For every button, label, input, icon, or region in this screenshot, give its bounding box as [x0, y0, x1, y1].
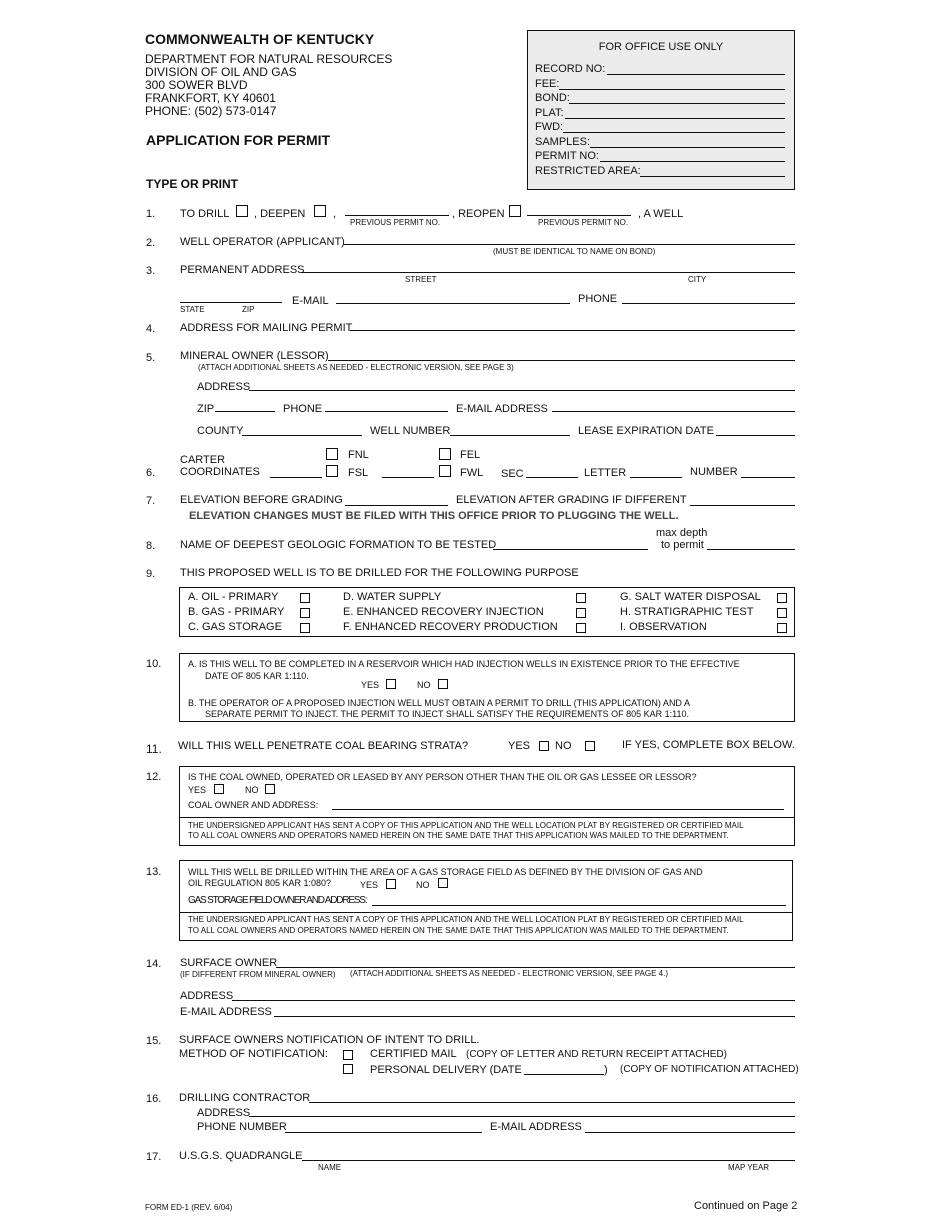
- coal-owned-yes-checkbox[interactable]: [214, 784, 224, 794]
- phone-label: PHONE: [578, 293, 618, 305]
- permit-no-label: PERMIT NO:: [535, 150, 599, 162]
- certified-note: (COPY OF LETTER AND RETURN RECEIPT ATTACHED): [466, 1049, 727, 1060]
- county-field[interactable]: [242, 435, 362, 436]
- division: DIVISION OF OIL AND GAS: [145, 65, 297, 79]
- elevation-after-label: ELEVATION AFTER GRADING IF DIFFERENT: [456, 494, 687, 506]
- fwl-label: FWL: [460, 467, 484, 479]
- email-field[interactable]: [336, 303, 570, 304]
- injection-question-a-cont: DATE OF 805 KAR 1:110.: [205, 671, 309, 681]
- fee-field[interactable]: [559, 89, 785, 90]
- item-number: 2.: [146, 237, 156, 249]
- fnl-label: FNL: [348, 449, 369, 461]
- elevation-after-field[interactable]: [690, 505, 795, 506]
- purpose-f-label: F. ENHANCED RECOVERY PRODUCTION: [343, 621, 558, 633]
- fsl-checkbox[interactable]: [326, 465, 338, 477]
- form-title: APPLICATION FOR PERMIT: [146, 132, 331, 148]
- elevation-note: ELEVATION CHANGES MUST BE FILED WITH THIS OFFICE PRIOR TO PLUGGING THE WELL.: [189, 510, 679, 522]
- purpose-h-label: H. STRATIGRAPHIC TEST: [620, 606, 754, 618]
- coal-owner-label: COAL OWNER AND ADDRESS:: [188, 800, 319, 810]
- restricted-field[interactable]: [640, 176, 785, 177]
- carter-label: CARTER: [180, 454, 226, 466]
- letter-label: LETTER: [584, 467, 627, 479]
- usgs-field[interactable]: [302, 1160, 795, 1161]
- coal-owned-question: IS THE COAL OWNED, OPERATED OR LEASED BY ANY PERSON OTHER THAN THE OIL OR GAS LESSEE OR LESSOR?: [188, 772, 697, 782]
- office-use-title: FOR OFFICE USE ONLY: [598, 41, 724, 53]
- coal-owned-no-checkbox[interactable]: [265, 784, 275, 794]
- lease-expiration-field[interactable]: [716, 435, 795, 436]
- fel-checkbox[interactable]: [439, 448, 451, 460]
- gas-storage-question-cont: OIL REGULATION 805 KAR 1:080?: [188, 878, 332, 888]
- reopen-checkbox[interactable]: [509, 205, 521, 217]
- permanent-address-field[interactable]: [301, 272, 795, 273]
- certified-mail-label: CERTIFIED MAIL: [370, 1048, 457, 1060]
- gas-storage-question: WILL THIS WELL BE DRILLED WITHIN THE AREA OF A GAS STORAGE FIELD AS DEFINED BY THE DIVISION OF GAS AND: [188, 867, 703, 877]
- record-label: RECORD NO:: [535, 63, 606, 75]
- well-number-field[interactable]: [450, 435, 570, 436]
- surface-owner-field[interactable]: [276, 967, 795, 968]
- item-number: 13.: [146, 866, 162, 878]
- purpose-h-checkbox[interactable]: [777, 608, 787, 618]
- max-depth-label: max depth: [656, 527, 708, 539]
- type-or-print: TYPE OR PRINT: [146, 177, 239, 191]
- samples-field[interactable]: [590, 147, 785, 148]
- item-number: 11.: [146, 742, 162, 756]
- purpose-label: THIS PROPOSED WELL IS TO BE DRILLED FOR THE FOLLOWING PURPOSE: [180, 567, 579, 579]
- street-address: 300 SOWER BLVD: [145, 78, 248, 92]
- item-number: 15.: [146, 1035, 162, 1047]
- purpose-d-label: D. WATER SUPPLY: [343, 591, 442, 603]
- fsl-label: FSL: [348, 467, 369, 479]
- gas-storage-yes-checkbox[interactable]: [386, 879, 396, 889]
- form-id: FORM ED-1 (REV. 6/04): [145, 1203, 233, 1212]
- coal-owned-yes-label: YES: [188, 785, 207, 795]
- coal-owner-field[interactable]: [332, 809, 784, 810]
- coal-certification-text: THE UNDERSIGNED APPLICANT HAS SENT A COPY OF THIS APPLICATION AND THE WELL LOCATION PLAT BY REGISTERED OR CERTIFIED MAIL: [188, 821, 744, 830]
- sec-field[interactable]: [526, 477, 578, 478]
- mineral-email-label: E-MAIL ADDRESS: [456, 403, 548, 415]
- sec-label: SEC: [501, 468, 524, 480]
- injection-question-a: A. IS THIS WELL TO BE COMPLETED IN A RESERVOIR WHICH HAD INJECTION WELLS IN EXISTENCE PRIOR TO THE EFFECTIVE: [188, 659, 740, 669]
- purpose-a-label: A. OIL - PRIMARY: [188, 591, 279, 603]
- purpose-g-checkbox[interactable]: [777, 593, 787, 603]
- office-use-box: [527, 30, 795, 190]
- mailing-address-field[interactable]: [350, 330, 795, 331]
- injection-yes-checkbox[interactable]: [386, 679, 396, 689]
- purpose-b-checkbox[interactable]: [300, 608, 310, 618]
- item-number: 17.: [146, 1151, 162, 1163]
- to-permit-label: to permit: [661, 539, 704, 551]
- coordinates-label: COORDINATES: [180, 466, 260, 478]
- mineral-owner-field[interactable]: [328, 360, 795, 361]
- injection-no-checkbox[interactable]: [438, 679, 448, 689]
- fwd-label: FWD:: [535, 121, 564, 133]
- mineral-owner-label: MINERAL OWNER (LESSOR): [180, 350, 329, 362]
- item-number: 9.: [146, 568, 156, 580]
- mineral-phone-field[interactable]: [325, 411, 448, 412]
- identical-note: (MUST BE IDENTICAL TO NAME ON BOND): [493, 247, 656, 256]
- coal-no-label: NO: [555, 740, 572, 752]
- mineral-zip-field[interactable]: [215, 411, 275, 412]
- purpose-c-label: C. GAS STORAGE: [188, 621, 282, 633]
- personal-delivery-checkbox[interactable]: [343, 1064, 353, 1074]
- comma: ,: [333, 208, 337, 220]
- gas-storage-no-label: NO: [416, 880, 430, 890]
- item-number: 16.: [146, 1093, 162, 1105]
- state-caption: STATE: [180, 305, 205, 314]
- zip-caption: ZIP: [242, 305, 255, 314]
- close-paren: ): [604, 1064, 608, 1076]
- number-label: NUMBER: [690, 466, 738, 478]
- purpose-i-label: I. OBSERVATION: [620, 621, 707, 633]
- delivery-date-field[interactable]: [524, 1074, 604, 1075]
- street-caption: STREET: [405, 275, 437, 284]
- city-address: FRANKFORT, KY 40601: [145, 91, 276, 105]
- coal-yes-label: YES: [508, 740, 531, 752]
- item-number: 7.: [146, 495, 156, 507]
- certified-mail-checkbox[interactable]: [343, 1050, 353, 1060]
- samples-label: SAMPLES:: [535, 136, 591, 148]
- prev-permit-caption: PREVIOUS PERMIT NO.: [350, 218, 441, 227]
- contractor-address-field[interactable]: [249, 1116, 795, 1117]
- notification-label: SURFACE OWNERS NOTIFICATION OF INTENT TO DRILL.: [179, 1034, 480, 1046]
- operator-field[interactable]: [344, 244, 795, 245]
- divider: [179, 817, 795, 818]
- fee-label: FEE:: [535, 78, 560, 90]
- gas-certification-text-cont: TO ALL COAL OWNERS AND OPERATORS NAMED HEREIN ON THE SAME DATE THAT THIS APPLICATION WAS MAILED TO THE DEPARTMENT.: [188, 926, 729, 935]
- coordinate-ew-field[interactable]: [382, 477, 434, 478]
- coordinate-ns-field[interactable]: [270, 477, 322, 478]
- item-number: 6.: [146, 467, 156, 479]
- contractor-email-field[interactable]: [585, 1132, 795, 1133]
- gas-certification-text: THE UNDERSIGNED APPLICANT HAS SENT A COPY OF THIS APPLICATION AND THE WELL LOCATION PLAT BY REGISTERED OR CERTIFIED MAIL: [188, 915, 744, 924]
- drill-label: TO DRILL: [180, 208, 230, 220]
- drilling-contractor-field[interactable]: [309, 1102, 795, 1103]
- surface-email-label: E-MAIL ADDRESS: [180, 1006, 272, 1018]
- fnl-checkbox[interactable]: [326, 448, 338, 460]
- deepest-formation-field[interactable]: [493, 549, 648, 550]
- coal-owned-no-label: NO: [245, 785, 259, 795]
- item-number: 1.: [146, 208, 156, 220]
- divider: [179, 912, 793, 913]
- purpose-g-label: G. SALT WATER DISPOSAL: [620, 591, 761, 603]
- map-year-caption: MAP YEAR: [728, 1163, 770, 1172]
- fwl-checkbox[interactable]: [439, 465, 451, 477]
- injection-no-label: NO: [417, 680, 431, 690]
- gas-storage-no-checkbox[interactable]: [438, 878, 448, 888]
- state-zip-field[interactable]: [180, 302, 282, 303]
- mineral-zip-label: ZIP: [197, 403, 215, 415]
- fel-label: FEL: [460, 449, 481, 461]
- surface-address-label: ADDRESS: [180, 990, 234, 1002]
- usgs-label: U.S.G.S. QUADRANGLE: [179, 1150, 303, 1162]
- purpose-c-checkbox[interactable]: [300, 623, 310, 633]
- restricted-label: RESTRICTED AREA:: [535, 165, 641, 177]
- fwd-field[interactable]: [563, 132, 785, 133]
- contractor-email-label: E-MAIL ADDRESS: [490, 1121, 582, 1133]
- mineral-address-label: ADDRESS: [197, 381, 251, 393]
- mineral-phone-label: PHONE: [283, 403, 323, 415]
- purpose-e-checkbox[interactable]: [576, 608, 586, 618]
- permanent-address-label: PERMANENT ADDRESS: [180, 264, 305, 276]
- letter-field[interactable]: [630, 477, 682, 478]
- item-number: 10.: [146, 658, 162, 670]
- attach-note: (ATTACH ADDITIONAL SHEETS AS NEEDED - ELECTRONIC VERSION, SEE PAGE 3): [198, 363, 514, 372]
- well-number-label: WELL NUMBER: [370, 425, 451, 437]
- agency-phone: PHONE: (502) 573-0147: [145, 104, 277, 118]
- purpose-i-checkbox[interactable]: [777, 623, 787, 633]
- permit-no-field[interactable]: [600, 161, 785, 162]
- item-number: 3.: [146, 265, 156, 277]
- elevation-before-field[interactable]: [345, 505, 448, 506]
- contractor-address-label: ADDRESS: [197, 1107, 251, 1119]
- bond-field[interactable]: [569, 103, 785, 104]
- coal-no-checkbox[interactable]: [585, 741, 595, 751]
- drilling-contractor-label: DRILLING CONTRACTOR: [179, 1092, 311, 1104]
- bond-label: BOND:: [535, 92, 570, 104]
- deepen-prev-permit-field[interactable]: [345, 215, 449, 216]
- injection-yes-label: YES: [361, 680, 380, 690]
- surface-owner-label: SURFACE OWNER: [180, 957, 278, 969]
- injection-note-b-cont: SEPARATE PERMIT TO INJECT. THE PERMIT TO INJECT SHALL SATISFY THE REQUIREMENTS OF 805 KAR 1:110.: [205, 709, 689, 719]
- prev-permit-caption: PREVIOUS PERMIT NO.: [538, 218, 629, 227]
- plat-label: PLAT:: [535, 107, 564, 119]
- purpose-b-label: B. GAS - PRIMARY: [188, 606, 285, 618]
- item-number: 12.: [146, 771, 162, 783]
- reopen-label: , REOPEN: [452, 208, 505, 220]
- record-field[interactable]: [607, 74, 785, 75]
- item-number: 14.: [146, 958, 162, 970]
- contractor-phone-field[interactable]: [285, 1132, 482, 1133]
- a-well-label: , A WELL: [638, 208, 684, 220]
- continued-note: Continued on Page 2: [694, 1200, 798, 1212]
- mineral-address-field[interactable]: [249, 390, 795, 391]
- method-label: METHOD OF NOTIFICATION:: [179, 1048, 328, 1060]
- plat-field[interactable]: [565, 118, 785, 119]
- coal-strata-label: WILL THIS WELL PENETRATE COAL BEARING STRATA?: [178, 740, 469, 752]
- drill-checkbox[interactable]: [236, 205, 248, 217]
- operator-label: WELL OPERATOR (APPLICANT): [180, 236, 345, 248]
- contractor-phone-label: PHONE NUMBER: [197, 1121, 287, 1133]
- gas-owner-label: GAS STORAGE FIELD OWNER AND ADDRESS:: [188, 895, 367, 906]
- deepest-formation-label: NAME OF DEEPEST GEOLOGIC FORMATION TO BE TESTED: [180, 539, 497, 551]
- if-yes-note: IF YES, COMPLETE BOX BELOW.: [622, 739, 795, 751]
- item-number: 4.: [146, 323, 156, 335]
- purpose-e-label: E. ENHANCED RECOVERY INJECTION: [343, 606, 544, 618]
- mailing-address-label: ADDRESS FOR MAILING PERMIT: [180, 322, 353, 334]
- item-number: 5.: [146, 352, 156, 364]
- city-caption: CITY: [688, 275, 707, 284]
- agency-title: COMMONWEALTH OF KENTUCKY: [145, 31, 375, 47]
- deepen-label: , DEEPEN: [254, 208, 306, 220]
- gas-owner-field[interactable]: [372, 905, 786, 906]
- coal-certification-text-cont: TO ALL COAL OWNERS AND OPERATORS NAMED HEREIN ON THE SAME DATE THAT THIS APPLICATION WAS MAILED TO THE DEPARTMENT.: [188, 831, 729, 840]
- department: DEPARTMENT FOR NATURAL RESOURCES: [145, 52, 393, 66]
- deepen-checkbox[interactable]: [314, 205, 326, 217]
- county-label: COUNTY: [197, 425, 244, 437]
- personal-delivery-label: PERSONAL DELIVERY (DATE: [370, 1064, 522, 1076]
- injection-note-b: B. THE OPERATOR OF A PROPOSED INJECTION WELL MUST OBTAIN A PERMIT TO DRILL (THIS APPLICATION) AND A: [188, 698, 690, 708]
- mineral-email-field[interactable]: [552, 411, 795, 412]
- personal-note: (COPY OF NOTIFICATION ATTACHED): [620, 1064, 799, 1075]
- purpose-a-checkbox[interactable]: [300, 593, 310, 603]
- surface-email-field[interactable]: [274, 1016, 795, 1017]
- phone-field[interactable]: [622, 303, 795, 304]
- gas-storage-yes-label: YES: [360, 880, 379, 890]
- purpose-d-checkbox[interactable]: [576, 593, 586, 603]
- attach-note: (ATTACH ADDITIONAL SHEETS AS NEEDED - ELECTRONIC VERSION, SEE PAGE 4.): [350, 969, 668, 978]
- name-caption: NAME: [318, 1163, 342, 1172]
- max-depth-field[interactable]: [707, 549, 795, 550]
- purpose-f-checkbox[interactable]: [576, 623, 586, 633]
- surface-address-field[interactable]: [232, 1000, 795, 1001]
- coal-yes-checkbox[interactable]: [539, 741, 549, 751]
- item-number: 8.: [146, 540, 156, 552]
- email-label: E-MAIL: [292, 295, 329, 307]
- reopen-prev-permit-field[interactable]: [527, 215, 631, 216]
- number-field[interactable]: [741, 477, 795, 478]
- if-different-note: (IF DIFFERENT FROM MINERAL OWNER): [180, 970, 336, 979]
- elevation-before-label: ELEVATION BEFORE GRADING: [180, 494, 343, 506]
- lease-expiration-label: LEASE EXPIRATION DATE: [578, 425, 714, 437]
